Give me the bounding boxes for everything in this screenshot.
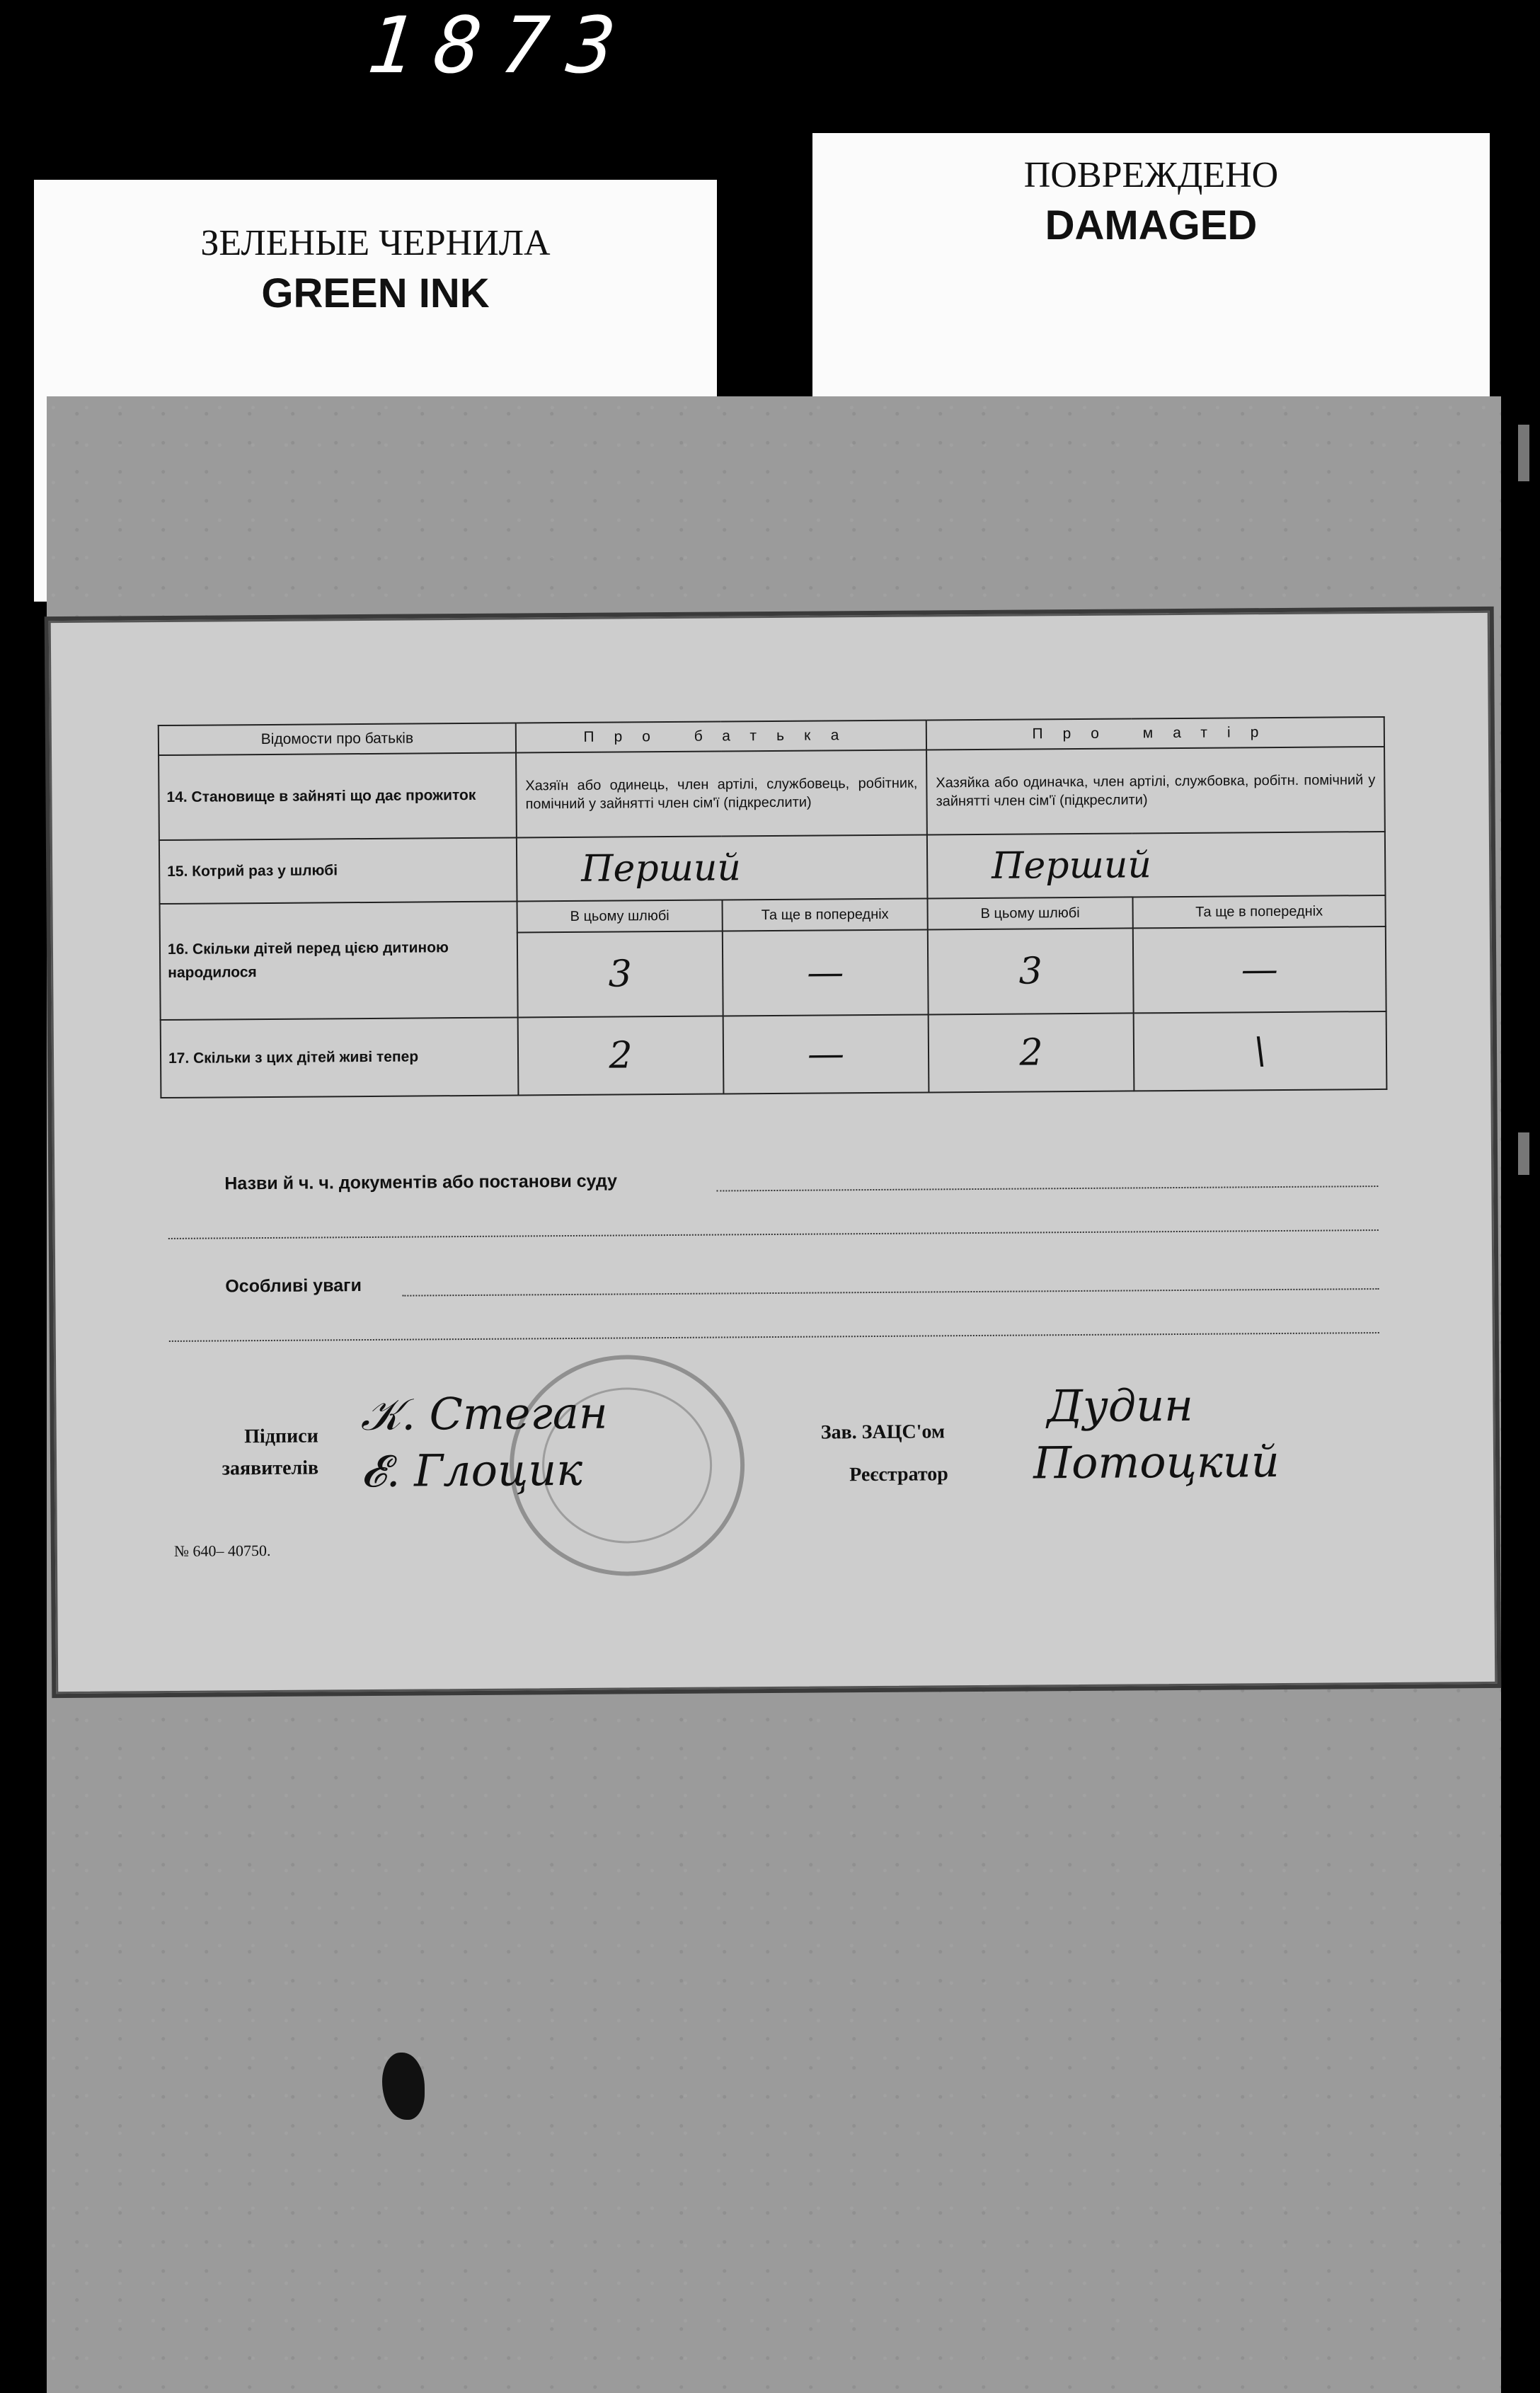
header-parents-info: Відомости про батьків [159,723,516,756]
damaged-label-en: DAMAGED [1045,202,1258,248]
row-17-label: 17. Скільки з цих дітей живі тепер [161,1018,519,1098]
documents-line-1 [716,1186,1378,1192]
edge-mark [1518,425,1529,481]
damaged-label [812,133,1490,430]
row-17-mother-this: 2 [929,1013,1134,1092]
row-15-label: 15. Котрий раз у шлюбі [159,838,517,905]
subheader-father-this-marriage: В цьому шлюбі [517,900,723,932]
damaged-label-ru: ПОВРЕЖДЕНО [1023,155,1279,195]
subheader-mother-this-marriage: В цьому шлюбі [928,897,1133,929]
table-row-14 [159,747,1385,840]
applicant-signature-2: 𝓔. Глоцик [360,1443,583,1498]
documents-line-2 [168,1229,1379,1239]
row-17-father-this: 2 [518,1016,724,1095]
row-16-father-prev: — [723,929,929,1016]
head-signature: Дудин [1047,1379,1194,1433]
head-label: Зав. ЗАЦС'ом [820,1421,946,1444]
signatures-label-line-2: заявителів [222,1457,319,1480]
row-16-mother-prev: — [1133,926,1386,1013]
registrar-label: Реєстратор [849,1463,948,1486]
registration-form-sheet [49,611,1498,1694]
subheader-father-previous: Та ще в попередніх [723,898,928,931]
signatures-label-line-1: Підписи [244,1425,318,1448]
row-14-father-occupation: Хазяїн або одинець, член артілі, службовець, робітник, помічний у зайнятті член сім'ї (підкреслити) [516,750,927,837]
parents-info-table [158,716,1388,1098]
applicant-signature-1: 𝒦. Стеган [360,1387,608,1441]
registrar-signature: Потоцкий [1033,1435,1280,1489]
subheader-mother-previous: Та ще в попередніх [1132,895,1385,928]
row-16-label: 16. Скільки дітей перед цією дитиною народилося [160,902,518,1021]
table-row-15 [159,832,1386,904]
green-ink-label-en: GREEN INK [261,270,490,316]
parents-info-grid [158,716,1386,1098]
header-father: Про батька [516,720,926,752]
film-frame-number: 1873 [363,0,640,91]
edge-mark [1518,1132,1529,1175]
notes-line-2 [169,1332,1379,1342]
row-17-mother-prev: \ [1134,1011,1387,1091]
notes-line-1 [402,1288,1379,1297]
header-mother: Про матір [926,717,1384,750]
row-15-father-value: Перший [517,834,928,901]
row-15-mother-value: Перший [927,832,1386,899]
row-14-mother-occupation: Хазяйка або одиначка, член артілі, службовка, робітн. помічний у зайнятті член сім'ї (підкреслити) [926,747,1385,835]
table-row-17 [161,1011,1387,1098]
form-print-number: № 640– 40750. [173,1541,271,1560]
documents-label: Назви й ч. ч. документів або постанови суду [224,1171,618,1194]
row-17-father-prev: — [723,1014,929,1094]
row-14-label: 14. Становище в зайняті що дає прожиток [159,753,517,841]
green-ink-label-ru: ЗЕЛЕНЫЕ ЧЕРНИЛА [200,223,551,263]
row-16-father-this: 3 [517,931,723,1017]
notes-label: Особливі уваги [225,1275,362,1297]
signatures-label [191,1421,319,1485]
row-16-mother-this: 3 [928,928,1134,1014]
